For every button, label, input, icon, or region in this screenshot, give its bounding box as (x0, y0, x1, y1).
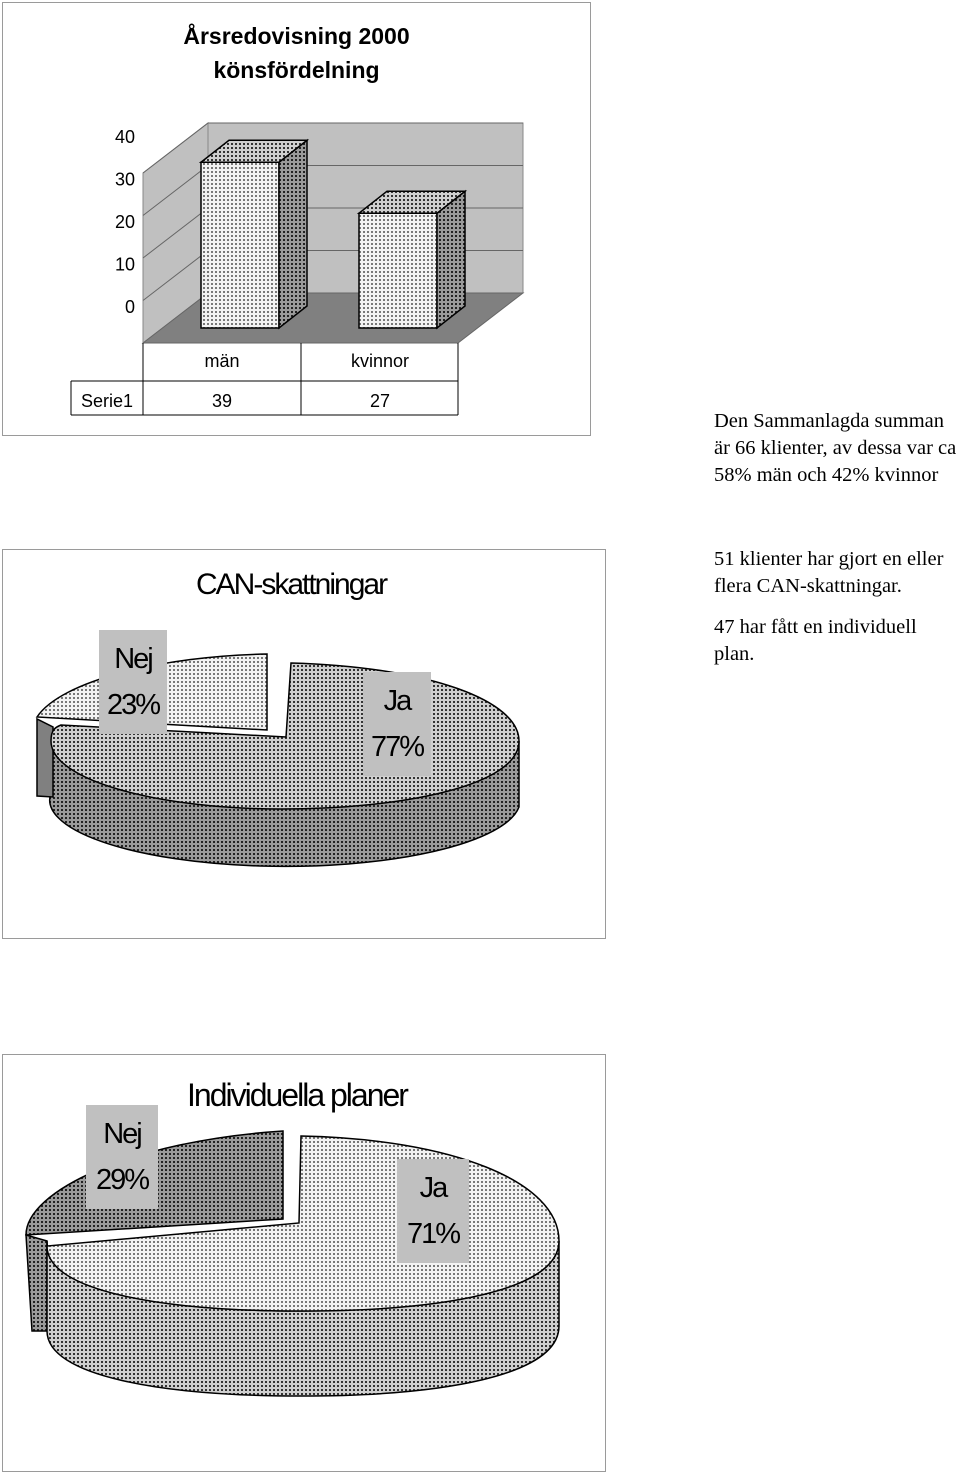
bar-män (201, 140, 307, 328)
can-text: 51 klienter har gjort en eller flera CAN-skattningar. (714, 548, 944, 597)
data-table (71, 343, 458, 415)
can-nej-value: 23% (106, 689, 160, 721)
bar-side (437, 191, 465, 328)
plan-nej-value: 29% (95, 1164, 149, 1196)
series-label: Serie1 (80, 391, 134, 411)
can-pie-chart (3, 550, 607, 940)
bar-side (279, 140, 307, 328)
y-tick-label: 30 (114, 169, 135, 190)
bar-chart (3, 3, 592, 437)
plan-pie-title: Individuella planer (187, 1077, 407, 1113)
plan-pie-panel (2, 1054, 606, 1472)
bar-chart-title-line-1: Årsredovisning 2000 (183, 23, 410, 49)
can-ja-value: 77% (370, 731, 424, 763)
can-ja-label (363, 672, 431, 776)
summary-text: Den Sammanlagda summan är 66 klienter, av dessa var ca 58% män och 42% kvinnor (714, 410, 957, 486)
y-tick-label: 20 (114, 212, 135, 232)
table-value-man: 39 (211, 391, 233, 411)
y-tick-label: 40 (114, 127, 135, 147)
can-note (714, 546, 954, 682)
plan-text: 47 har fått en individuell plan. (714, 616, 917, 665)
y-tick-label: 10 (114, 254, 135, 275)
bar-chart-title-line-2: könsfördelning (213, 57, 380, 83)
can-pie-title: CAN-skattningar (196, 568, 387, 601)
bar-front (359, 213, 437, 328)
chart-floor (143, 293, 523, 343)
can-nej-label (99, 630, 167, 734)
plan-nej-label (86, 1105, 158, 1209)
bar-kvinnor (359, 191, 465, 328)
plan-ja-name: Ja (419, 1172, 447, 1204)
plan-ja-value: 71% (406, 1218, 460, 1250)
can-nej-slice-side (37, 719, 53, 797)
plan-nej-name: Nej (103, 1118, 141, 1150)
y-axis-ticks (115, 127, 135, 317)
plan-nej-slice-side (26, 1235, 47, 1331)
table-value-kvinnor: 27 (369, 391, 391, 411)
category-label-man: män (204, 351, 240, 371)
category-label-kvinnor: kvinnor (350, 351, 410, 371)
can-ja-name: Ja (383, 685, 411, 717)
plan-ja-label (397, 1159, 469, 1263)
can-pie-panel (2, 549, 606, 939)
bar-front (201, 162, 279, 328)
summary-note (714, 408, 960, 503)
can-nej-name: Nej (114, 643, 152, 675)
bar-chart-panel (2, 2, 591, 436)
y-tick-label: 0 (124, 297, 135, 317)
